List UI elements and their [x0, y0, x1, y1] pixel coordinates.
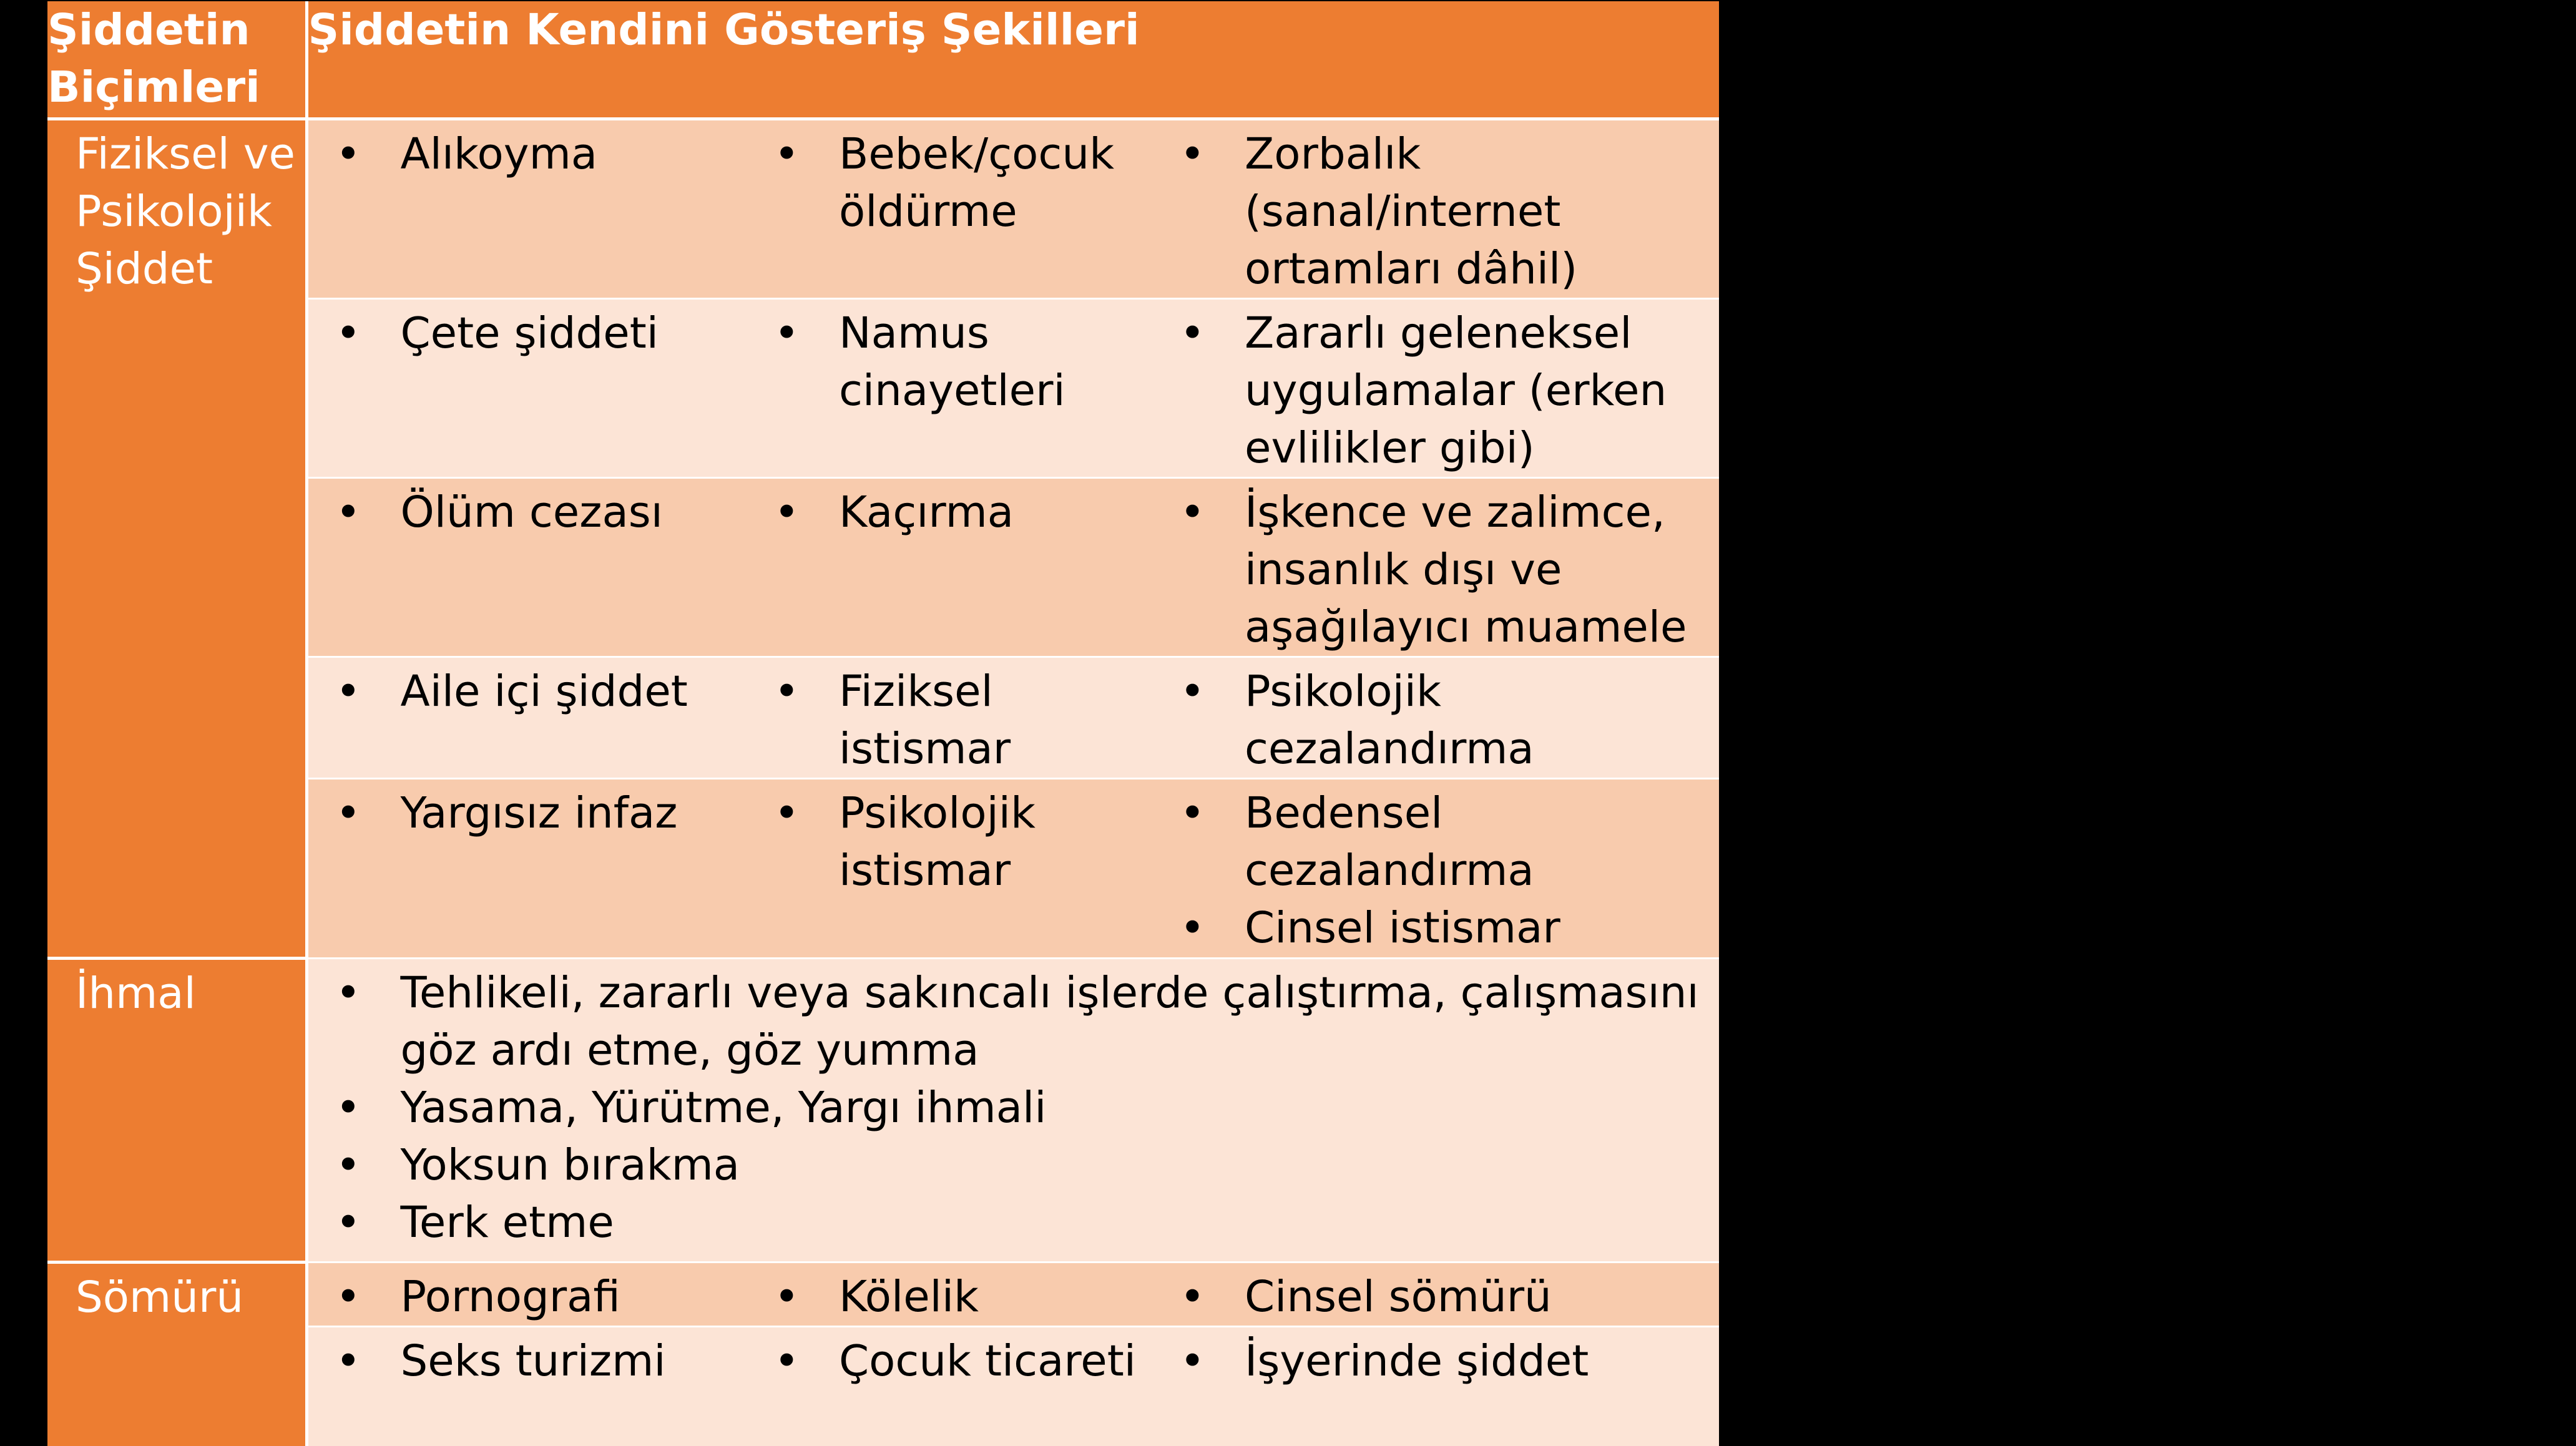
violence-forms-table [47, 1, 1719, 1446]
bullet-icon: • [774, 788, 800, 838]
table-cell [306, 657, 747, 778]
list-item: • Kaçırma [747, 484, 1152, 541]
bullet-icon: • [1180, 487, 1205, 537]
table-cell [1152, 298, 1719, 477]
table-cell [1152, 1262, 1719, 1326]
list-item: • Zararlı geleneksel uygulamalar (erken evlilikler gibi) [1152, 305, 1719, 477]
list-item: • Tehlikeli, zararlı veya sakıncalı işlerde çalıştırma, çalışmasını göz ardı etme, göz yumma [308, 964, 1720, 1079]
table-cell [1152, 119, 1719, 298]
bullet-icon: • [1180, 1271, 1205, 1322]
bullet-icon: • [774, 1336, 800, 1386]
table-cell [1152, 657, 1719, 778]
category-physical-psychological: Fiziksel ve Psikolojik Şiddet [47, 119, 306, 958]
bullet-icon: • [335, 308, 361, 358]
category-neglect: İhmal [47, 958, 306, 1262]
table-cell [306, 958, 1719, 1262]
bullet-icon: • [774, 308, 800, 358]
bullet-icon: • [335, 129, 361, 179]
bullet-icon: • [335, 788, 361, 838]
list-item: • İşyerinde şiddet [1152, 1332, 1719, 1390]
bullet-icon: • [1180, 308, 1205, 358]
bullet-icon: • [1180, 1336, 1205, 1386]
list-item: • Zorbalık (sanal/internet ortamları dâhil) [1152, 125, 1719, 298]
bullet-icon: • [335, 1197, 361, 1248]
table-cell [306, 298, 747, 477]
bullet-icon: • [1180, 666, 1205, 716]
list-item: • Fiziksel istismar [747, 663, 1152, 778]
list-item: • Namus cinayetleri [747, 305, 1152, 419]
table-cell [1152, 1326, 1719, 1446]
list-item: • Bedensel cezalandırma [1152, 784, 1719, 899]
header-forms: Şiddetin Biçimleri [47, 1, 306, 119]
list-item: • İşkence ve zalimce, insanlık dışı ve aşağılayıcı muamele [1152, 484, 1719, 656]
table-cell [306, 1326, 747, 1446]
list-item: • Cinsel istismar [1152, 899, 1719, 957]
table-row [47, 1262, 1719, 1326]
list-item: • Kölelik [747, 1268, 1152, 1326]
list-item: • Terk etme [308, 1194, 1720, 1251]
bullet-icon: • [774, 1271, 800, 1322]
list-item: • Psikolojik istismar [747, 784, 1152, 899]
table-cell [1152, 477, 1719, 657]
list-item: • Bebek/çocuk öldürme [747, 125, 1152, 240]
list-item: • Seks turizmi [308, 1332, 747, 1390]
category-exploitation: Sömürü [47, 1262, 306, 1446]
list-item: • Ölüm cezası [308, 484, 747, 541]
list-item: • Psikolojik cezalandırma [1152, 663, 1719, 778]
table-cell [306, 778, 747, 958]
list-item: • Yasama, Yürütme, Yargı ihmali [308, 1079, 1720, 1136]
bullet-icon: • [774, 129, 800, 179]
table-cell [306, 1262, 747, 1326]
bullet-icon: • [335, 1336, 361, 1386]
table-cell [1152, 778, 1719, 958]
table-cell [747, 657, 1152, 778]
list-item: • Çocuk ticareti [747, 1332, 1152, 1390]
bullet-icon: • [335, 487, 361, 537]
table-row [47, 958, 1719, 1262]
table-cell [747, 477, 1152, 657]
bullet-icon: • [335, 666, 361, 716]
table-cell [747, 1326, 1152, 1446]
list-item: • Yoksun bırakma [308, 1136, 1720, 1194]
bullet-icon: • [1180, 902, 1205, 953]
bullet-icon: • [774, 487, 800, 537]
table-cell [747, 778, 1152, 958]
bullet-icon: • [1180, 788, 1205, 838]
table-cell [747, 298, 1152, 477]
list-item: • Pornografi [308, 1268, 747, 1326]
table-header-row [47, 1, 1719, 119]
bullet-icon: • [774, 666, 800, 716]
table-cell [306, 119, 747, 298]
bullet-icon: • [1180, 129, 1205, 179]
bullet-icon: • [335, 1271, 361, 1322]
list-item: • Alıkoyma [308, 125, 747, 183]
list-item: • Yargısız infaz [308, 784, 747, 842]
table-cell [747, 119, 1152, 298]
table-row [47, 119, 1719, 298]
list-item: • Çete şiddeti [308, 305, 747, 362]
table-cell [306, 477, 747, 657]
table-cell [747, 1262, 1152, 1326]
bullet-icon: • [335, 967, 361, 1018]
header-manifestations: Şiddetin Kendini Gösteriş Şekilleri [306, 1, 1719, 119]
list-item: • Cinsel sömürü [1152, 1268, 1719, 1326]
list-item: • Aile içi şiddet [308, 663, 747, 720]
bullet-icon: • [335, 1140, 361, 1190]
bullet-icon: • [335, 1082, 361, 1133]
